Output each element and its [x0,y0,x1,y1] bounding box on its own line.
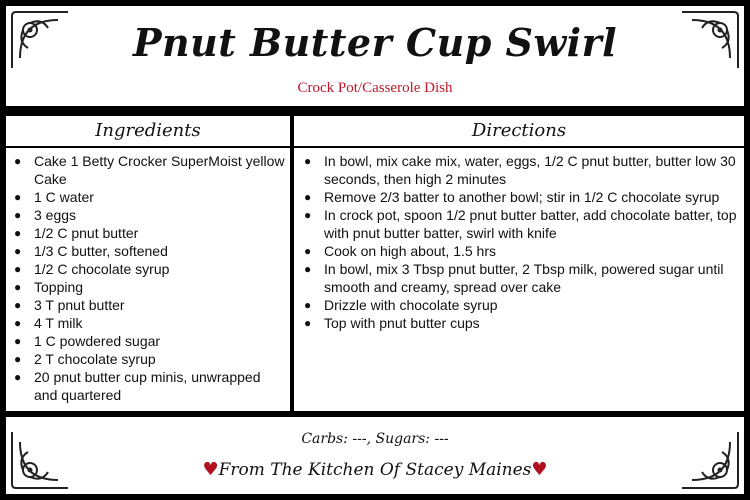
directions-heading: Directions [294,116,744,148]
list-item [12,314,286,332]
nutrition-info: Carbs: ---, Sugars: --- [301,431,449,447]
bullet-icon: ● [14,226,22,240]
bullet-icon: ● [14,280,22,294]
list-item [12,278,286,296]
list-item [12,242,286,260]
ingredient-text: Topping [34,279,84,295]
recipe-content [6,116,744,411]
ingredient-text: Cake 1 Betty Crocker SuperMoist yellow Cake [34,153,285,187]
list-item [302,152,738,188]
direction-text: Remove 2/3 batter to another bowl; stir in 1/2 C chocolate syrup [324,189,720,205]
list-item [12,296,286,314]
ingredient-text: 2 T chocolate syrup [34,351,156,367]
list-item [302,314,738,332]
bullet-icon: ● [14,370,22,384]
bullet-icon: ● [14,208,22,222]
column-divider [290,116,294,411]
bullet-icon: ● [14,298,22,312]
ingredients-list [12,152,286,404]
list-item [12,350,286,368]
list-item [302,260,738,296]
ingredient-text: 1/2 C pnut butter [34,225,139,241]
ingredient-text: 3 T pnut butter [34,297,125,313]
ingredient-text: 3 eggs [34,207,77,223]
recipe-subtitle: Crock Pot/Casserole Dish [297,80,453,96]
bullet-icon: ● [14,190,22,204]
ingredient-text: 1/2 C chocolate syrup [34,261,170,277]
recipe-title: Pnut Butter Cup Swirl [132,20,618,65]
direction-text: Drizzle with chocolate syrup [324,297,498,313]
bullet-icon: ● [304,262,312,276]
ingredient-text: 1 C water [34,189,94,205]
bullet-icon: ● [14,352,22,366]
list-item [12,260,286,278]
bullet-icon: ● [14,154,22,168]
bullet-icon: ● [304,190,312,204]
direction-text: Top with pnut butter cups [324,315,480,331]
ingredient-text: 1/3 C butter, softened [34,243,168,259]
card-header [6,6,744,106]
direction-text: In bowl, mix cake mix, water, eggs, 1/2 C pnut butter, butter low 30 seconds, then high 2 minutes [324,153,736,187]
ingredient-text: 1 C powdered sugar [34,333,161,349]
list-item [12,152,286,188]
direction-text: In bowl, mix 3 Tbsp pnut butter, 2 Tbsp milk, powered sugar until smooth and creamy, spread over cake [324,261,724,295]
kitchen-line [6,459,744,480]
card-footer [6,417,744,494]
bullet-icon: ● [14,316,22,330]
list-item [12,206,286,224]
bullet-icon: ● [14,334,22,348]
list-item [12,368,286,404]
kitchen-text: From The Kitchen Of Stacey Maines [218,460,532,480]
divider-top [6,106,744,116]
bullet-icon: ● [304,316,312,330]
heart-icon: ♥ [531,459,548,480]
directions-list [302,152,738,332]
list-item [12,224,286,242]
list-item [302,242,738,260]
ingredient-text: 20 pnut butter cup minis, unwrapped and quartered [34,369,261,403]
direction-text: Cook on high about, 1.5 hrs [324,243,497,259]
list-item [302,206,738,242]
list-item [12,332,286,350]
bullet-icon: ● [14,262,22,276]
bullet-icon: ● [304,298,312,312]
ingredients-heading: Ingredients [6,116,290,148]
bullet-icon: ● [304,154,312,168]
bullet-icon: ● [304,244,312,258]
bullet-icon: ● [304,208,312,222]
heart-icon: ♥ [202,459,219,480]
list-item [12,188,286,206]
list-item [302,188,738,206]
direction-text: In crock pot, spoon 1/2 pnut butter batter, add chocolate batter, top with pnut butter batter, swirl with knife [324,207,737,241]
ingredient-text: 4 T milk [34,315,83,331]
bullet-icon: ● [14,244,22,258]
list-item [302,296,738,314]
card-inner [6,6,744,494]
